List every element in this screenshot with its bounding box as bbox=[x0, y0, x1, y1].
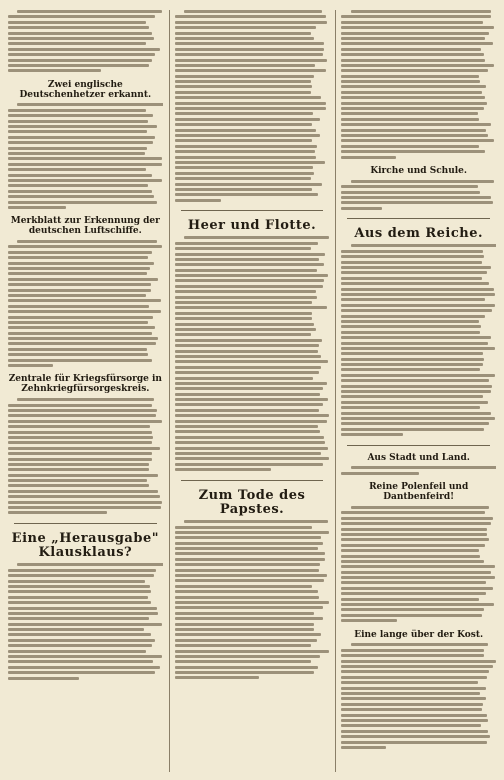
article-text-illegible bbox=[175, 10, 330, 204]
column-divider bbox=[181, 210, 324, 211]
column-divider bbox=[14, 523, 157, 524]
article-text-illegible bbox=[8, 398, 163, 517]
article-headline: Merkblatt zur Erkennung der deutschen Luftschiffe. bbox=[10, 216, 160, 237]
column-divider bbox=[347, 218, 490, 219]
article-text-illegible bbox=[175, 236, 330, 473]
article-text-illegible bbox=[8, 103, 163, 211]
article-headline: Aus Stadt und Land. bbox=[367, 452, 470, 463]
article-text-illegible bbox=[341, 506, 496, 625]
article-text-illegible bbox=[8, 240, 163, 369]
article-text-illegible bbox=[341, 180, 496, 212]
article-headline: Zwei englische Deutschenhetzer erkannt. bbox=[19, 79, 152, 100]
article-text-illegible bbox=[341, 466, 496, 477]
newspaper-column bbox=[335, 10, 496, 772]
article-headline: Eine lange über der Kost. bbox=[354, 629, 484, 640]
column-divider bbox=[347, 445, 490, 446]
article-headline: Zentrale für Kriegsfürsorge in Zehnkriegfürsorgeskreis. bbox=[8, 374, 162, 395]
newspaper-column bbox=[8, 10, 163, 772]
article-headline: Kirche und Schule. bbox=[370, 165, 468, 176]
article-headline: Reine Polenfeil und Dantbenfeird! bbox=[369, 482, 469, 503]
article-headline: Aus dem Reiche. bbox=[354, 226, 484, 242]
article-text-illegible bbox=[341, 643, 496, 751]
article-text-illegible bbox=[341, 10, 496, 161]
article-text-illegible bbox=[175, 520, 330, 682]
article-text-illegible bbox=[8, 563, 163, 682]
article-headline: Zum Tode des Papstes. bbox=[198, 487, 306, 517]
column-divider bbox=[181, 480, 324, 481]
article-text-illegible bbox=[8, 10, 163, 75]
article-headline: Eine „Herausgabe" Klausklaus? bbox=[11, 530, 159, 561]
article-headline: Heer und Flotte. bbox=[187, 218, 317, 234]
newspaper-column bbox=[169, 10, 330, 772]
article-text-illegible bbox=[341, 244, 496, 438]
